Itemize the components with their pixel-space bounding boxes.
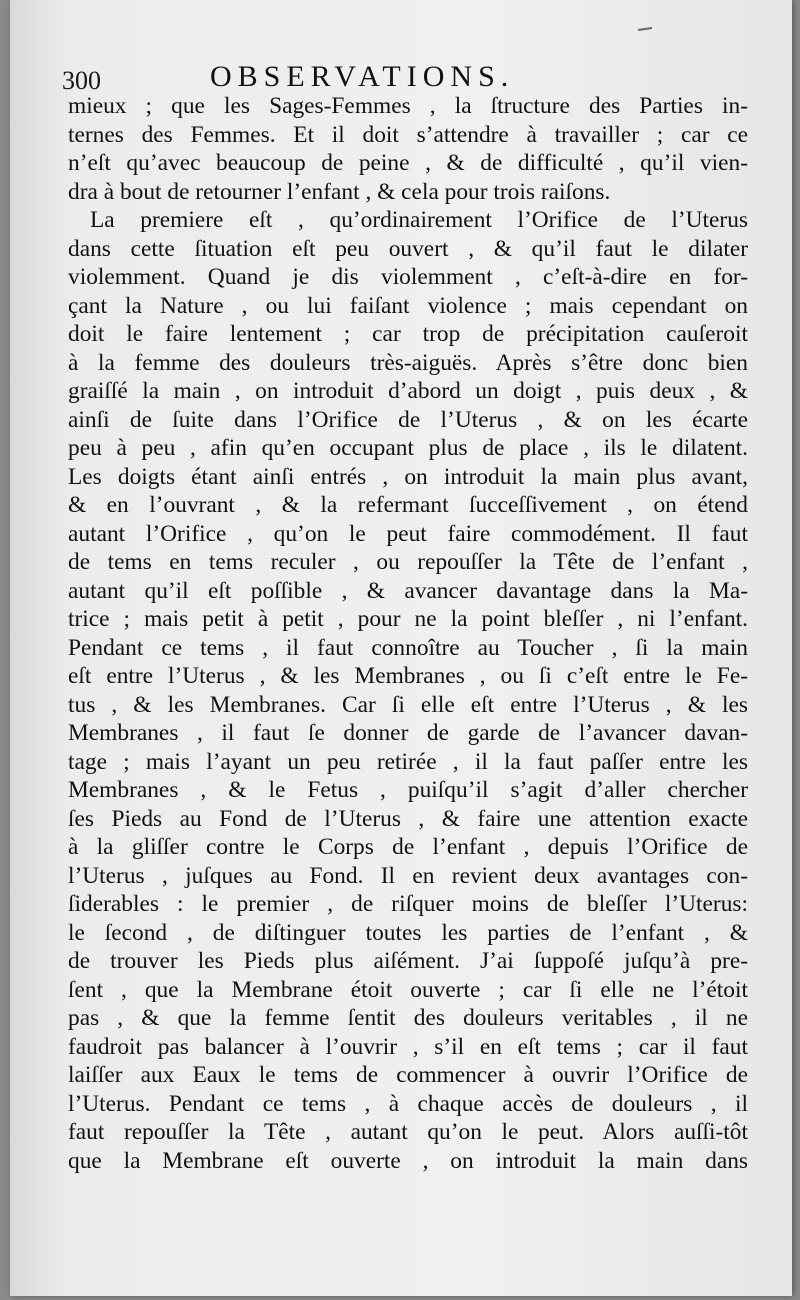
text-line: Membranes , il faut ſe donner de garde de l’avancer davan- xyxy=(68,720,748,746)
text-line: eſt entre l’Uterus , & les Membranes , ou ſi c’eſt entre le Fe- xyxy=(68,663,748,689)
text-line: de trouver les Pieds plus aiſément. J’ai ſuppoſé juſqu’à pre- xyxy=(68,948,748,974)
text-line: autant l’Orifice , qu’on le peut faire commodément. Il faut xyxy=(68,520,748,547)
text-line: Membranes , & le Fetus , puiſqu’il s’agit d’aller chercher xyxy=(68,777,748,803)
text-line: tage ; mais l’ayant un peu retirée , il la faut paſſer entre les xyxy=(68,748,748,775)
text-line: le ſecond , de diſtinguer toutes les parties de l’enfant , & xyxy=(68,919,748,946)
text-line: n’eſt qu’avec beaucoup de peine , & de difficulté , qu’il vien- xyxy=(68,150,748,176)
text-line: à la femme des douleurs très-aiguës. Après s’être donc bien xyxy=(68,349,748,376)
text-line: mieux ; que les Sages-Femmes , la ſtructure des Parties in- xyxy=(68,93,748,119)
text-line: autant qu’il eſt poſſible , & avancer davantage dans la Ma- xyxy=(68,577,748,604)
paragraph xyxy=(68,92,748,206)
text-line: l’Uterus , juſques au Fond. Il en revient deux avantages con- xyxy=(68,862,748,889)
text-line: que la Membrane eſt ouverte , on introduit la main dans xyxy=(68,1147,748,1174)
book-page xyxy=(10,0,792,1296)
text-line: dra à bout de retourner l’enfant , & cela pour trois raiſons. xyxy=(68,178,611,205)
text-line: ſiderables : le premier , de riſquer moins de bleſſer l’Uterus: xyxy=(68,891,748,917)
text-line: La premiere eſt , qu’ordinairement l’Orifice de l’Uterus xyxy=(90,207,748,233)
text-line: ſent , que la Membrane étoit ouverte ; car ſi elle ne l’étoit xyxy=(68,976,748,1003)
text-line: faut repouſſer la Tête , autant qu’on le peut. Alors auſſi-tôt xyxy=(68,1119,748,1145)
text-line: l’Uterus. Pendant ce tems , à chaque accès de douleurs , il xyxy=(68,1090,748,1117)
text-line: Les doigts étant ainſi entrés , on introduit la main plus avant, xyxy=(68,463,748,490)
text-line: ainſi de ſuite dans l’Orifice de l’Uterus , & on les écarte xyxy=(68,406,748,433)
text-line: de tems en tems reculer , ou repouſſer la Tête de l’enfant , xyxy=(68,549,748,575)
text-line: ternes des Femmes. Et il doit s’attendre à travailler ; car ce xyxy=(68,121,748,148)
text-line: doit le faire lentement ; car trop de précipitation cauſeroit xyxy=(68,321,748,347)
body-text xyxy=(68,92,748,1175)
ink-mark xyxy=(638,27,652,31)
text-line: peu à peu , afin qu’en occupant plus de place , ils le dilatent. xyxy=(68,435,748,461)
text-line: tus , & les Membranes. Car ſi elle eſt entre l’Uterus , & les xyxy=(68,691,748,718)
text-line: çant la Nature , ou lui faiſant violence ; mais cependant on xyxy=(68,292,748,319)
text-line: trice ; mais petit à petit , pour ne la point bleſſer , ni l’enfant. xyxy=(68,606,748,632)
text-line: à la gliſſer contre le Corps de l’enfant , depuis l’Orifice de xyxy=(68,834,748,860)
text-line: & en l’ouvrant , & la refermant ſucceſſivement , on étend xyxy=(68,492,748,518)
text-line: graiſſé la main , on introduit d’abord un doigt , puis deux , & xyxy=(68,378,748,404)
paragraph xyxy=(68,206,748,1175)
running-head: OBSERVATIONS. xyxy=(210,60,515,93)
text-line: laiſſer aux Eaux le tems de commencer à ouvrir l’Orifice de xyxy=(68,1062,748,1088)
text-line: faudroit pas balancer à l’ouvrir , s’il en eſt tems ; car il faut xyxy=(68,1033,748,1060)
text-line: dans cette ſituation eſt peu ouvert , & qu’il faut le dilater xyxy=(68,235,748,262)
text-line: Pendant ce tems , il faut connoître au Toucher , ſi la main xyxy=(68,634,748,661)
text-line: ſes Pieds au Fond de l’Uterus , & faire une attention exacte xyxy=(68,805,748,832)
page-number: 300 xyxy=(62,66,101,95)
text-line: pas , & que la femme ſentit des douleurs veritables , il ne xyxy=(68,1005,748,1031)
text-line: violemment. Quand je dis violemment , c’eſt-à-dire en for- xyxy=(68,264,748,290)
